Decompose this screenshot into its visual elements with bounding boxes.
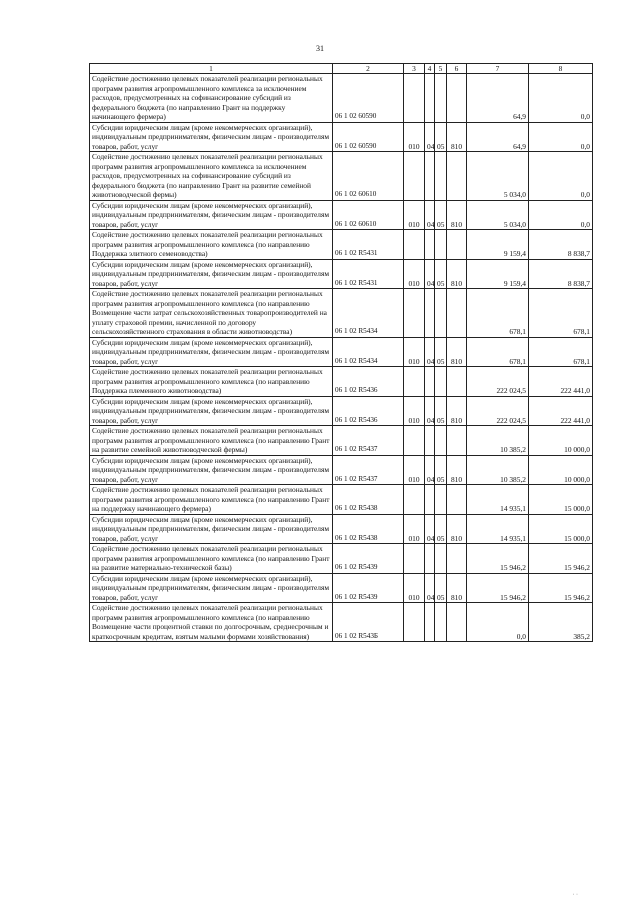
row-value-col7: 9 159,4 [467,230,529,260]
row-col6-cell: 810 [447,514,467,544]
row-value-col8: 222 441,0 [529,396,593,426]
row-col6-cell [447,426,467,456]
row-col4-cell: 04 [425,573,435,603]
row-col3-cell: 010 [404,396,425,426]
row-name-cell: Субсидии юридическим лицам (кроме некоммерческих организаций), индивидуальным предпринимателям, физическим лицам - производителям товаров, работ, услуг [90,122,333,152]
row-col6-cell [447,367,467,397]
row-value-col7: 9 159,4 [467,259,529,289]
row-code-cell: 06 1 02 R5438 [333,485,404,515]
row-col6-cell: 810 [447,573,467,603]
row-col5-cell [435,289,447,338]
row-col4-cell: 04 [425,455,435,485]
table-row [90,152,593,201]
row-col3-cell [404,367,425,397]
row-col5-cell [435,74,447,123]
row-col5-cell: 05 [435,573,447,603]
table-row [90,514,593,544]
row-code-cell: 06 1 02 R5431 [333,259,404,289]
row-name-cell: Содействие достижению целевых показателей реализации региональных программ развития агропромышленного комплекса (по направлению Поддержка элитного семеноводства) [90,230,333,260]
row-col5-cell [435,230,447,260]
table-row [90,455,593,485]
row-code-cell: 06 1 02 R5431 [333,230,404,260]
row-value-col8: 678,1 [529,289,593,338]
row-col3-cell: 010 [404,200,425,230]
row-code-cell: 06 1 02 R5436 [333,396,404,426]
row-value-col7: 0,0 [467,603,529,642]
row-code-cell: 06 1 02 R5437 [333,455,404,485]
row-value-col8: 10 000,0 [529,426,593,456]
row-value-col8: 8 838,7 [529,259,593,289]
row-value-col7: 5 034,0 [467,200,529,230]
row-value-col8: 15 000,0 [529,514,593,544]
row-name-cell: Субсидии юридическим лицам (кроме некоммерческих организаций), индивидуальным предпринимателям, физическим лицам - производителям товаров, работ, услуг [90,200,333,230]
table-body [90,74,593,642]
row-name-cell: Субсидии юридическим лицам (кроме некоммерческих организаций), индивидуальным предпринимателям, физическим лицам - производителям товаров, работ, услуг [90,514,333,544]
page-number: 31 [316,44,324,53]
row-col4-cell [425,426,435,456]
row-col5-cell: 05 [435,337,447,367]
column-header: 3 [404,64,425,74]
row-col3-cell [404,230,425,260]
row-value-col8: 0,0 [529,74,593,123]
row-value-col8: 10 000,0 [529,455,593,485]
row-col3-cell [404,74,425,123]
row-col3-cell [404,152,425,201]
row-value-col7: 10 385,2 [467,426,529,456]
header-row [90,64,593,74]
row-name-cell: Содействие достижению целевых показателей реализации региональных программ развития агропромышленного комплекса (по направлению Возмещение части процентной ставки по долгосрочным, среднесрочным и краткосрочным кредитам, взятым малыми формами хозяйствования) [90,603,333,642]
row-col5-cell: 05 [435,455,447,485]
row-col3-cell [404,603,425,642]
row-col6-cell [447,152,467,201]
row-code-cell: 06 1 02 60590 [333,122,404,152]
column-header: 2 [333,64,404,74]
row-value-col7: 64,9 [467,74,529,123]
row-col5-cell: 05 [435,514,447,544]
row-value-col8: 0,0 [529,152,593,201]
column-header: 7 [467,64,529,74]
row-col6-cell: 810 [447,259,467,289]
row-col4-cell: 04 [425,122,435,152]
table-row [90,426,593,456]
row-value-col7: 10 385,2 [467,455,529,485]
row-code-cell: 06 1 02 R5436 [333,367,404,397]
row-code-cell: 06 1 02 R5439 [333,544,404,574]
row-col4-cell [425,367,435,397]
row-name-cell: Содействие достижению целевых показателей реализации региональных программ развития агропромышленного комплекса (по направлению Поддержка племенного животноводства) [90,367,333,397]
table-row [90,200,593,230]
table-row [90,259,593,289]
row-value-col7: 14 935,1 [467,514,529,544]
row-code-cell: 06 1 02 R543Б [333,603,404,642]
row-col6-cell [447,544,467,574]
row-col6-cell: 810 [447,122,467,152]
row-value-col8: 222 441,0 [529,367,593,397]
row-col3-cell: 010 [404,337,425,367]
table-row [90,74,593,123]
row-col3-cell: 010 [404,122,425,152]
row-value-col7: 14 935,1 [467,485,529,515]
row-value-col7: 5 034,0 [467,152,529,201]
row-col4-cell [425,289,435,338]
row-code-cell: 06 1 02 60610 [333,200,404,230]
row-code-cell: 06 1 02 R5438 [333,514,404,544]
row-value-col7: 222 024,5 [467,367,529,397]
row-col5-cell [435,544,447,574]
row-col4-cell: 04 [425,200,435,230]
table-row [90,337,593,367]
row-name-cell: Содействие достижению целевых показателей реализации региональных программ развития агропромышленного комплекса (по направлению Грант на поддержку начинающего фермера) [90,485,333,515]
row-col6-cell [447,603,467,642]
row-col3-cell: 010 [404,514,425,544]
row-name-cell: Содействие достижению целевых показателей реализации региональных программ развития агропромышленного комплекса (по направлению Грант на развитие семейной животноводческой фермы) [90,426,333,456]
row-col5-cell: 05 [435,396,447,426]
row-code-cell: 06 1 02 R5437 [333,426,404,456]
row-col3-cell: 010 [404,573,425,603]
row-col6-cell [447,485,467,515]
row-name-cell: Содействие достижению целевых показателей реализации региональных программ развития агропромышленного комплекса за исключением расходов, предусмотренных на софинансирование субсидий из федерального бюджета (по направлению Грант на развитие семейной животноводческой фермы) [90,152,333,201]
row-col5-cell [435,603,447,642]
row-value-col7: 15 946,2 [467,544,529,574]
table-row [90,396,593,426]
table-row [90,544,593,574]
row-col5-cell [435,426,447,456]
row-col4-cell: 04 [425,514,435,544]
table-row [90,485,593,515]
row-value-col7: 64,9 [467,122,529,152]
row-value-col8: 0,0 [529,200,593,230]
column-header: 4 [425,64,435,74]
row-value-col8: 15 946,2 [529,544,593,574]
row-col6-cell: 810 [447,337,467,367]
row-col4-cell [425,74,435,123]
row-col4-cell [425,485,435,515]
row-value-col8: 385,2 [529,603,593,642]
row-value-col8: 8 838,7 [529,230,593,260]
row-code-cell: 06 1 02 R5434 [333,337,404,367]
row-col6-cell: 810 [447,396,467,426]
column-header: 5 [435,64,447,74]
row-col4-cell [425,603,435,642]
row-value-col8: 0,0 [529,122,593,152]
row-col5-cell [435,485,447,515]
row-col6-cell [447,74,467,123]
row-col3-cell: 010 [404,455,425,485]
row-col4-cell [425,152,435,201]
row-col5-cell: 05 [435,259,447,289]
scan-mark: · · [572,892,578,898]
row-value-col7: 15 946,2 [467,573,529,603]
row-col6-cell [447,230,467,260]
table-row [90,230,593,260]
row-name-cell: Субсидии юридическим лицам (кроме некоммерческих организаций), индивидуальным предпринимателям, физическим лицам - производителям товаров, работ, услуг [90,259,333,289]
row-col5-cell: 05 [435,200,447,230]
row-code-cell: 06 1 02 60590 [333,74,404,123]
table-row [90,289,593,338]
row-value-col7: 222 024,5 [467,396,529,426]
row-col4-cell: 04 [425,259,435,289]
table-row [90,122,593,152]
row-col6-cell: 810 [447,200,467,230]
row-col5-cell [435,152,447,201]
row-col6-cell [447,289,467,338]
row-code-cell: 06 1 02 R5434 [333,289,404,338]
row-col4-cell [425,544,435,574]
row-col3-cell [404,289,425,338]
row-name-cell: Содействие достижению целевых показателей реализации региональных программ развития агропромышленного комплекса (по направлению Возмещение части затрат сельскохозяйственных товаропроизводителей на уплату страховой премии, начисленной по договору сельскохозяйственного страхования в области животноводства) [90,289,333,338]
row-col4-cell: 04 [425,337,435,367]
row-col3-cell [404,544,425,574]
row-name-cell: Субсидии юридическим лицам (кроме некоммерческих организаций), индивидуальным предпринимателям, физическим лицам - производителям товаров, работ, услуг [90,337,333,367]
row-col5-cell [435,367,447,397]
row-col4-cell [425,230,435,260]
table-row [90,603,593,642]
column-header: 6 [447,64,467,74]
row-col5-cell: 05 [435,122,447,152]
table-row [90,573,593,603]
table-row [90,367,593,397]
column-header: 1 [90,64,333,74]
row-name-cell: Субсидии юридическим лицам (кроме некоммерческих организаций), индивидуальным предпринимателям, физическим лицам - производителям товаров, работ, услуг [90,455,333,485]
row-name-cell: Содействие достижению целевых показателей реализации региональных программ развития агропромышленного комплекса (по направлению Грант на развитие материально-технической базы) [90,544,333,574]
row-col6-cell: 810 [447,455,467,485]
column-header: 8 [529,64,593,74]
row-code-cell: 06 1 02 60610 [333,152,404,201]
row-value-col7: 678,1 [467,289,529,338]
row-value-col7: 678,1 [467,337,529,367]
row-name-cell: Субсидии юридическим лицам (кроме некоммерческих организаций), индивидуальным предпринимателям, физическим лицам - производителям товаров, работ, услуг [90,396,333,426]
row-value-col8: 678,1 [529,337,593,367]
row-value-col8: 15 000,0 [529,485,593,515]
row-col3-cell [404,485,425,515]
row-col4-cell: 04 [425,396,435,426]
budget-table [89,63,593,642]
row-name-cell: Субсидии юридическим лицам (кроме некоммерческих организаций), индивидуальным предпринимателям, физическим лицам - производителям товаров, работ, услуг [90,573,333,603]
row-col3-cell [404,426,425,456]
row-col3-cell: 010 [404,259,425,289]
row-name-cell: Содействие достижению целевых показателей реализации региональных программ развития агропромышленного комплекса за исключением расходов, предусмотренных на софинансирование субсидий из федерального бюджета (по направлению Грант на поддержку начинающего фермера) [90,74,333,123]
row-value-col8: 15 946,2 [529,573,593,603]
row-code-cell: 06 1 02 R5439 [333,573,404,603]
